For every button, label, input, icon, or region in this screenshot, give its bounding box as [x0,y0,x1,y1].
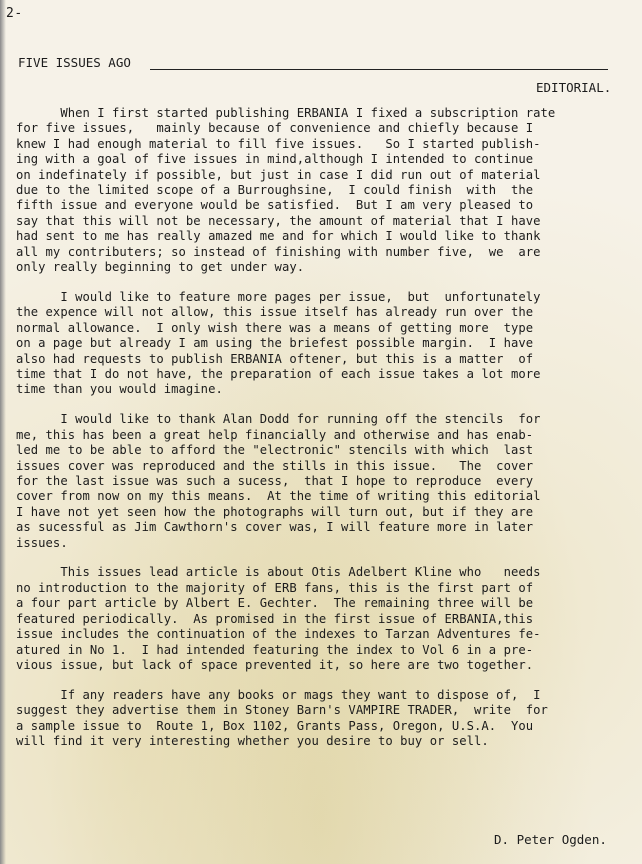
paragraph: I would like to feature more pages per issue, but unfortunately the expence will not allow, this issue itself has already run over the normal allowance. I only wish there was a means of getting more type on a page but already I am using the briefest possible margin. I have also had requests to publish ERBANIA oftener, but this is a matter of time that I do not have, the preparation of each issue takes a lot more time than you would imagine. [16,289,541,397]
article-title: FIVE ISSUES AGO [18,55,131,70]
page-edge-shadow [0,0,6,864]
title-underline [150,69,608,70]
author-signature: D. Peter Ogden. [494,832,607,847]
paragraph: If any readers have any books or mags they want to dispose of, I suggest they advertise them in Stoney Barn's VAMPIRE TRADER, write for a sample issue to Route 1, Box 1102, Grants Pass, Oregon, U.S.A. You will find it very interesting whether you desire to buy or sell. [16,687,548,749]
section-label: EDITORIAL. [536,80,612,95]
paragraph: This issues lead article is about Otis Adelbert Kline who needs no introduction to the majority of ERB fans, this is the first part of a four part article by Albert E. Gechter. The remaining three will be featured periodically. As promised in the first issue of ERBANIA,this issue includes the continuation of the indexes to Tarzan Adventures fe- atured in No 1. I had intended featuring the index to Vol 6 in a pre- vious issue, but lack of space prevented it, so here are two together. [16,565,541,672]
paragraph: When I first started publishing ERBANIA I fixed a subscription rate for five issues, mainly because of convenience and chiefly because I knew I had enough material to fill five issues. So I started publish- ing with a goal of five issues in mind,although I intended to continue on indefinately if possible, but just in case I did run out of material due to the limited scope of a Burroughsine, I could finish with the fifth issue and everyone would be satisfied. But I am very pleased to say that this will not be necessary, the amount of material that I have had sent to me has really amazed me and for which I would like to thank all my contributers; so instead of finishing with number five, we are only really beginning to get under way. [16,106,556,275]
editorial-body [16,106,628,764]
page-number: 2- [6,6,23,21]
paragraph: I would like to thank Alan Dodd for running off the stencils for me, this has been a great help financially and otherwise and has enab- led me to be able to afford the "electronic" stencils with which last issues cover was reproduced and the stills in this issue. The cover for the last issue was such a sucess, that I hope to reproduce every cover from now on my this means. At the time of writing this editorial I have not yet seen how the photographs will turn out, but if they are as sucessful as Jim Cawthorn's cover was, I will feature more in later issues. [16,412,541,550]
